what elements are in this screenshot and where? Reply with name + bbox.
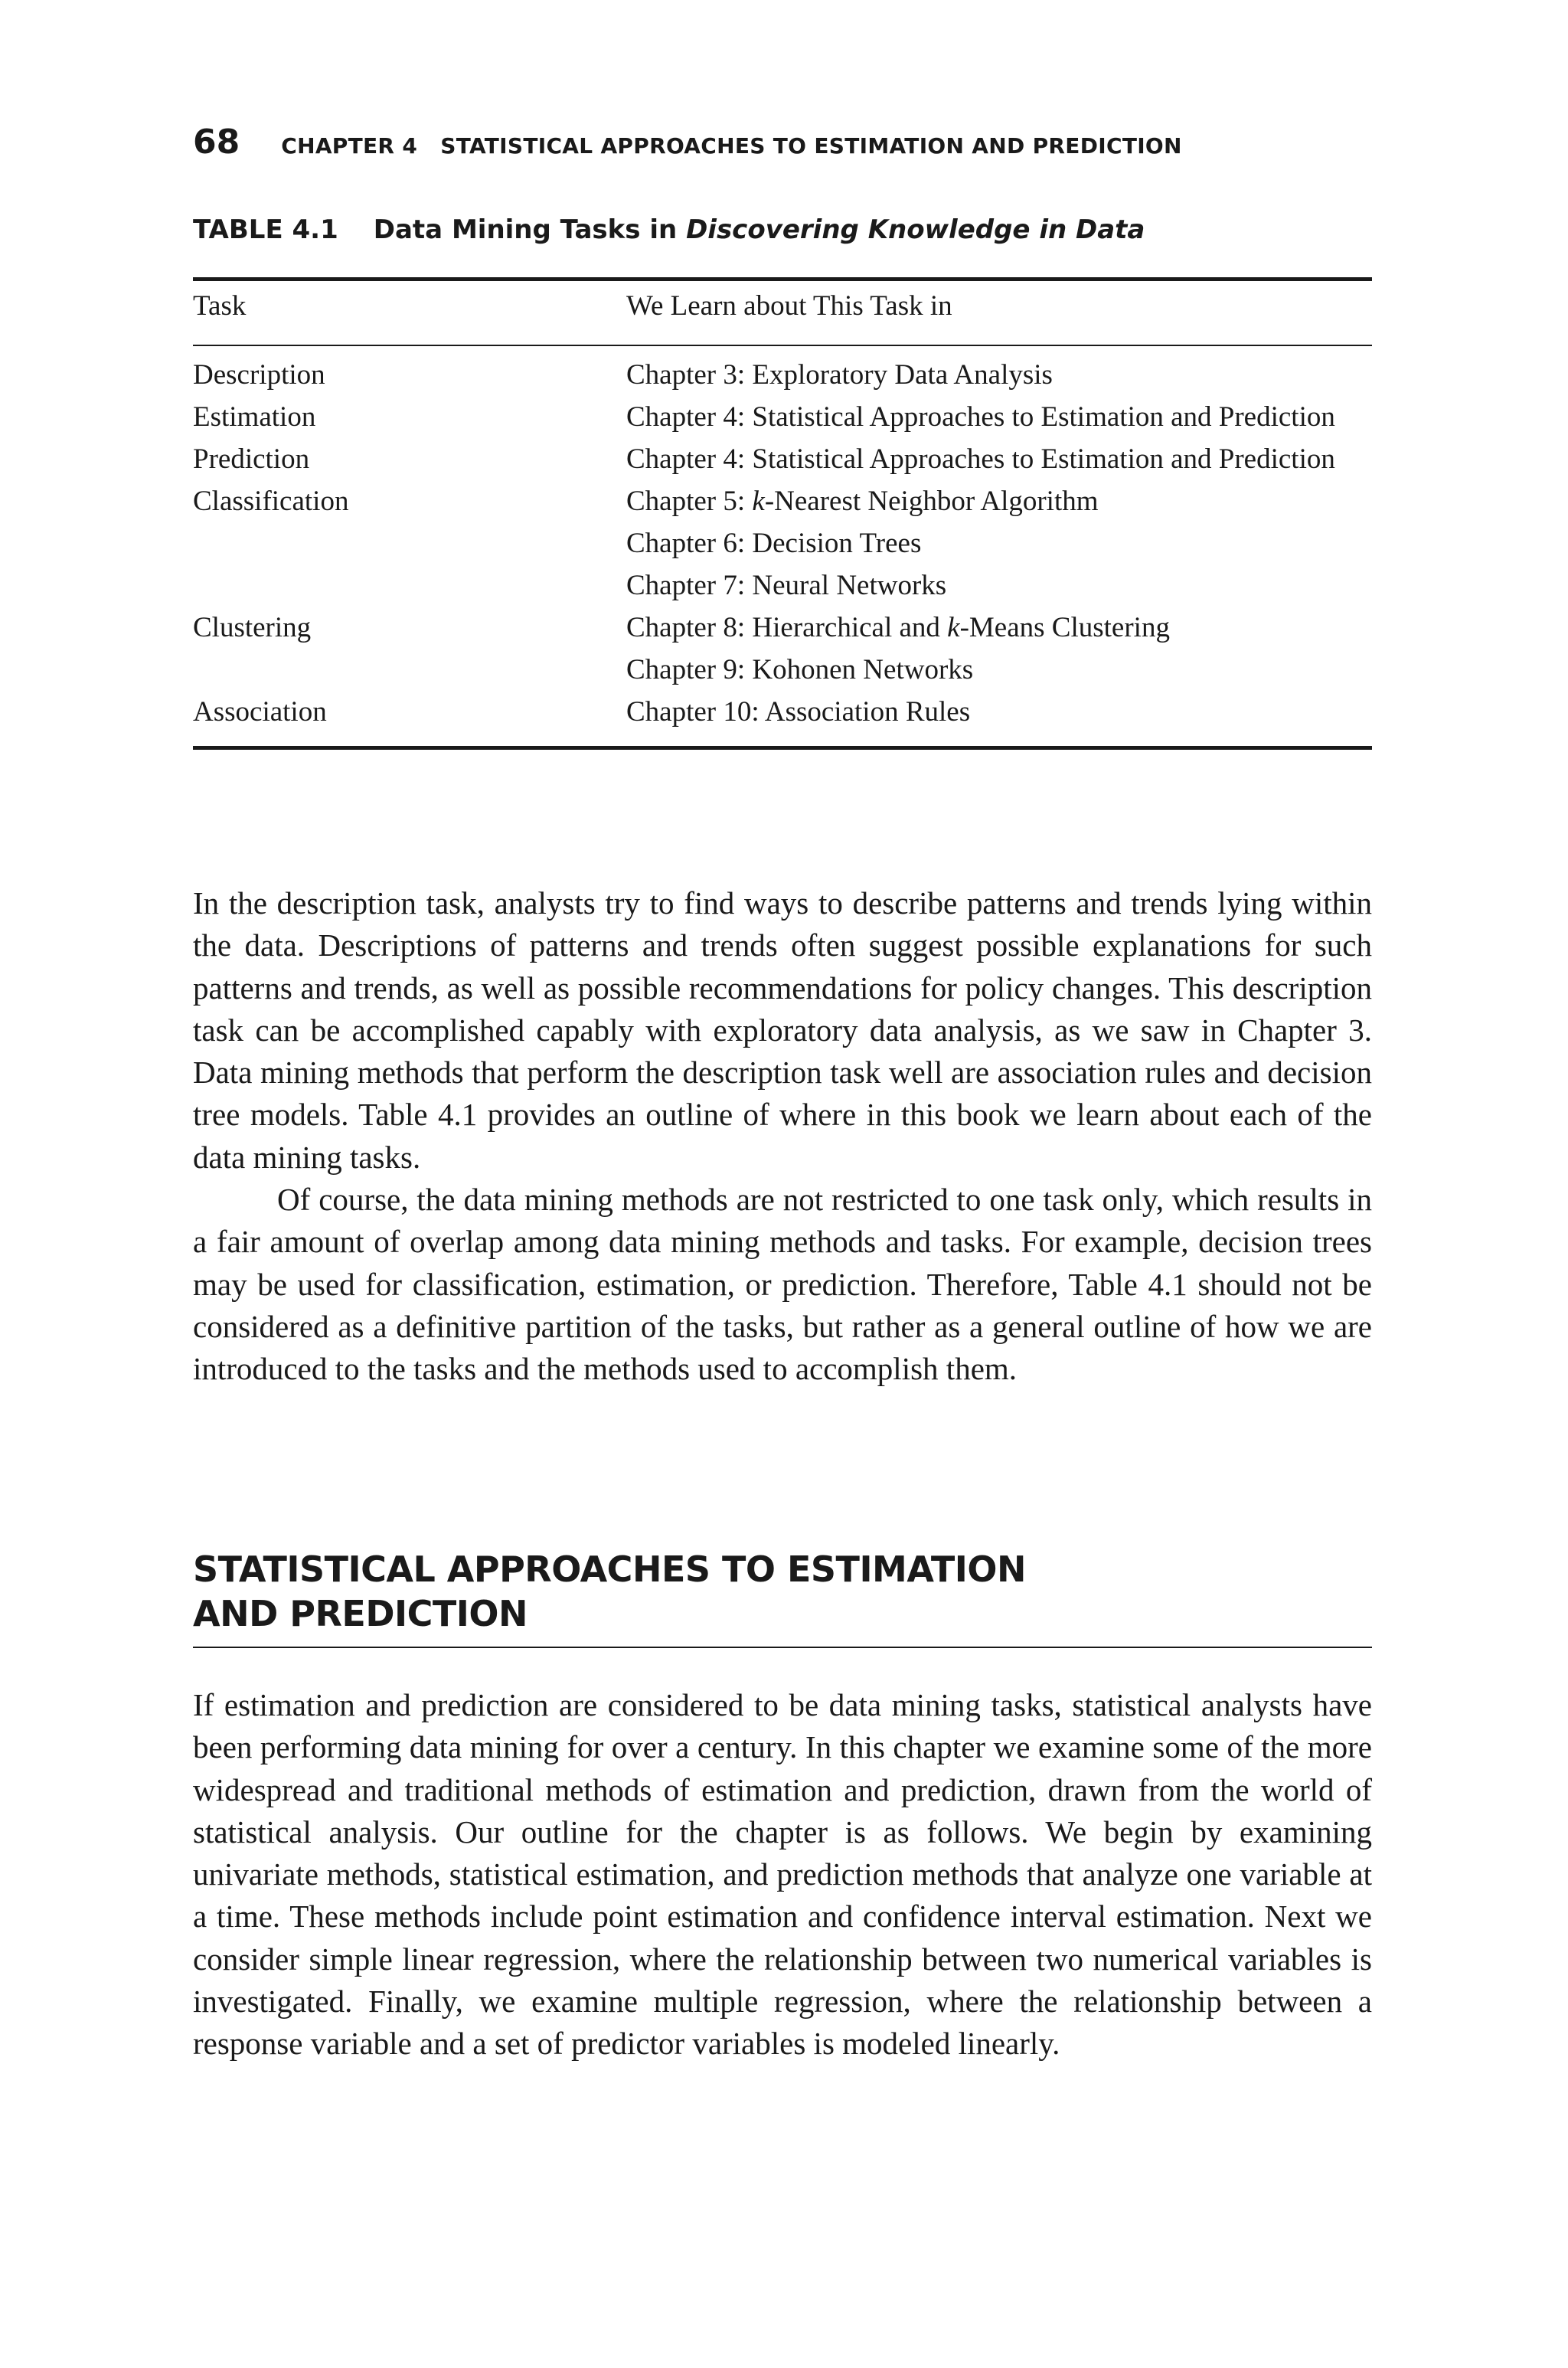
task-cell [193,522,626,564]
column-header-chapter: We Learn about This Task in [626,290,952,322]
column-header-task: Task [193,290,247,322]
task-cell: Association [193,696,327,728]
paragraph-description-task: In the description task, analysts try to find ways to describe patterns and trends lying within the data. Descriptions of patterns and trends often suggest possible explanations for such patterns and trends, as well as possible recommendations for policy changes. This description task can be accomplished capably with exploratory data analysis, as we saw in Chapter 3. Data mining methods that perform the description task well are association rules and decision tree models. Table 4.1 provides an outline of where in this book we learn about each of the data mining tasks. [193,885,1372,1175]
chapter-cell [626,607,1372,649]
task-cell: Description [193,359,325,391]
chapter-text: Chapter 5: [626,486,753,517]
paragraph-overlap: Of course, the data mining methods are not restricted to one task only, which results in a fair amount of overlap among data mining methods and tasks. For example, decision trees may be used for classification, estimation, or prediction. Therefore, Table 4.1 should not be considered as a definitive partition of the tasks, but rather as a general outline of how we are introduced to the tasks and the methods used to accomplish them. [193,1182,1372,1387]
table-row [193,564,1372,607]
chapter-cell: Chapter 3: Exploratory Data Analysis [626,359,1053,391]
table-row [193,691,1372,733]
chapter-cell: Chapter 7: Neural Networks [626,570,947,601]
table-top-rule [193,277,1372,281]
task-cell: Clustering [193,612,312,643]
task-cell: Estimation [193,401,316,433]
data-mining-tasks-table [193,285,1372,728]
task-cell: Classification [193,486,349,517]
chapter-text: -Means Clustering [959,612,1170,643]
running-title: CHAPTER 4 STATISTICAL APPROACHES TO ESTIMATION AND PREDICTION [281,133,1182,159]
table-label: TABLE 4.1 [193,214,338,245]
section-heading-line1: STATISTICAL APPROACHES TO ESTIMATION [193,1549,1026,1590]
paragraph-statistical-approaches: If estimation and prediction are considered to be data mining tasks, statistical analysts have been performing data mining for over a century. In this chapter we examine some of the more widespread and traditional methods of estimation and prediction, drawn from the world of statistical analysis. Our outline for the chapter is as follows. We begin by examining univariate methods, statistical estimation, and prediction methods that analyze one variable at a time. These methods include point estimation and confidence interval estimation. Next we consider simple linear regression, where the relationship between two numerical variables is investigated. Finally, we examine multiple regression, where the relationship between a response variable and a set of predictor variables is modeled linearly. [193,1687,1372,2062]
table-row [193,607,1372,649]
table-row [193,354,1372,396]
table-header-row [193,285,1372,331]
table-body [193,354,1372,733]
chapter-cell: Chapter 9: Kohonen Networks [626,654,974,685]
chapter-italic-k: k [752,486,765,517]
table-row [193,522,1372,564]
section-heading-rule [193,1647,1372,1648]
task-cell [193,649,626,691]
table-bottom-rule [193,746,1372,750]
table-row [193,480,1372,522]
section-heading-line2: AND PREDICTION [193,1593,528,1634]
table-row [193,438,1372,480]
chapter-cell [626,480,1372,522]
table-row [193,649,1372,691]
task-cell: Prediction [193,443,310,475]
task-cell [193,564,626,607]
chapter-italic-k: k [947,612,960,643]
table-row [193,396,1372,438]
chapter-cell: Chapter 4: Statistical Approaches to Estimation and Prediction [626,401,1335,433]
chapter-text: -Nearest Neighbor Algorithm [764,486,1099,517]
chapter-cell: Chapter 6: Decision Trees [626,528,922,559]
chapter-cell: Chapter 10: Association Rules [626,696,971,728]
chapter-cell: Chapter 4: Statistical Approaches to Estimation and Prediction [626,443,1335,475]
chapter-text: Chapter 8: Hierarchical and [626,612,948,643]
table-header-rule [193,345,1372,346]
table-caption-text: Data Mining Tasks in [373,214,687,245]
table-caption [193,214,1145,245]
table-caption-book-title: Discovering Knowledge in Data [686,214,1145,245]
page-number: 68 [193,123,240,162]
running-head [193,123,1372,162]
section-heading [193,1547,1372,1636]
